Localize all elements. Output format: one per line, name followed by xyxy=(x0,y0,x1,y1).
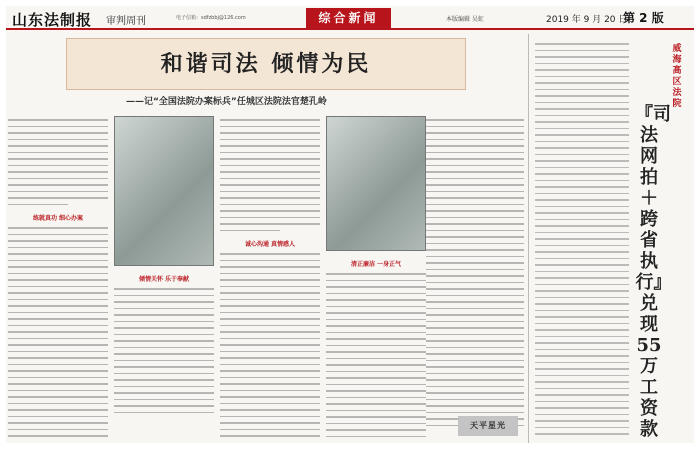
article-subheadline: ——记“全国法院办案标兵”任城区法院法官楚孔岭 xyxy=(126,97,327,107)
headline-box xyxy=(66,38,466,90)
section-badge: 综合新闻 xyxy=(306,8,391,28)
article-photo-2 xyxy=(326,116,426,251)
page-editor: 本版编辑 吴虹 xyxy=(446,16,484,23)
section-subhead-2: 倾情关怀 乐于奉献 xyxy=(138,276,190,283)
column-stamp: 天平星光 xyxy=(458,416,518,436)
sidebar-headline: 『司法网拍＋跨省执行』兑现55万工资款 xyxy=(635,104,671,440)
masthead xyxy=(6,6,694,30)
issue-date: 2019 年 9 月 20 日 xyxy=(546,15,628,25)
sidebar-body-text xyxy=(535,38,629,438)
main-article xyxy=(6,34,528,443)
section-subhead-3: 诚心沟通 真情感人 xyxy=(244,241,296,248)
section-subhead-1: 练就真功 细心办案 xyxy=(32,215,84,222)
article-column-4 xyxy=(326,114,426,439)
newspaper-brand: 山东法制报 xyxy=(12,11,93,29)
article-column-1 xyxy=(8,114,108,439)
page-number: 第 2 版 xyxy=(623,11,664,25)
sidebar-kicker: 威海高区法院 xyxy=(672,44,682,109)
article-photo-1 xyxy=(114,116,214,266)
article-headline: 和谐司法 倾情为民 xyxy=(160,51,372,77)
article-column-2 xyxy=(114,114,214,439)
newspaper-page xyxy=(6,6,694,443)
article-column-5 xyxy=(426,114,524,439)
contact-email: 电子信箱：sdfzbbj@126.com xyxy=(176,15,246,21)
section-subhead-4: 清正廉洁 一身正气 xyxy=(350,261,402,268)
article-column-3 xyxy=(220,114,320,439)
sidebar-article xyxy=(528,34,694,443)
supplement-name: 审判周刊 xyxy=(106,16,146,27)
